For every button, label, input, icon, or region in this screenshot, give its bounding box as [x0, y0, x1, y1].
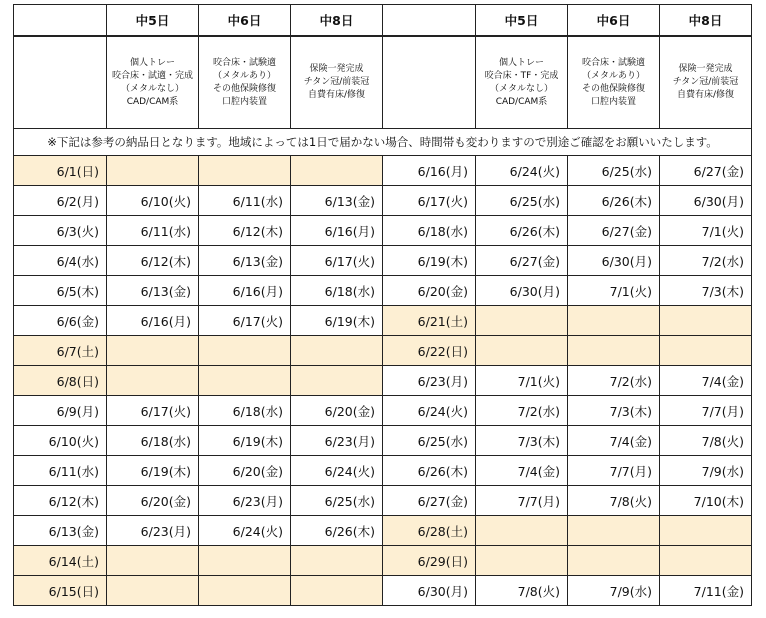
schedule-row — [14, 366, 752, 396]
delivery-date-cell: 7/4(金) — [568, 426, 660, 456]
delivery-date-cell: 7/4(金) — [660, 366, 752, 396]
delivery-date-cell — [107, 336, 199, 366]
delivery-date-cell: 6/25(水) — [476, 186, 568, 216]
delivery-date-cell: 7/3(木) — [660, 276, 752, 306]
delivery-date-cell: 6/17(火) — [107, 396, 199, 426]
description-line: 自費有床/修復 — [307, 90, 366, 100]
delivery-date-cell: 6/24(火) — [199, 516, 291, 546]
delivery-date-cell: 6/23(月) — [291, 426, 383, 456]
delivery-date-cell — [660, 306, 752, 336]
delivery-date-cell: 7/2(水) — [476, 396, 568, 426]
delivery-date-cell: 6/24(火) — [291, 456, 383, 486]
delivery-date-cell: 7/10(木) — [660, 486, 752, 516]
delivery-date-cell: 7/2(水) — [568, 366, 660, 396]
order-date-cell: 6/25(水) — [383, 426, 476, 456]
delivery-date-cell: 7/8(火) — [568, 486, 660, 516]
header-cell: 中5日 — [476, 5, 568, 37]
order-date-cell: 6/28(土) — [383, 516, 476, 546]
delivery-schedule-sheet — [13, 4, 751, 606]
schedule-row — [14, 546, 752, 576]
delivery-date-cell: 6/27(金) — [568, 216, 660, 246]
order-date-cell: 6/14(土) — [14, 546, 107, 576]
delivery-date-cell — [660, 546, 752, 576]
delivery-date-cell — [291, 336, 383, 366]
description-line: CAD/CAM系 — [495, 96, 548, 107]
delivery-date-cell — [476, 516, 568, 546]
header-cell: 中8日 — [660, 5, 752, 37]
description-line: （メタルなし） — [489, 83, 553, 94]
delivery-date-cell: 6/13(金) — [291, 186, 383, 216]
delivery-date-cell: 6/19(木) — [199, 426, 291, 456]
delivery-date-cell — [107, 366, 199, 396]
order-date-cell: 6/27(金) — [383, 486, 476, 516]
schedule-row — [14, 186, 752, 216]
delivery-date-cell: 7/2(水) — [660, 246, 752, 276]
schedule-row — [14, 276, 752, 306]
header-cell: 中8日 — [291, 5, 383, 37]
delivery-date-cell: 6/16(月) — [199, 276, 291, 306]
header-cell: 中6日 — [568, 5, 660, 37]
delivery-date-cell: 6/19(木) — [107, 456, 199, 486]
order-date-cell: 6/1(日) — [14, 156, 107, 186]
order-date-cell: 6/13(金) — [14, 516, 107, 546]
order-date-cell: 6/23(月) — [383, 366, 476, 396]
header-cell — [383, 5, 476, 37]
schedule-row — [14, 336, 752, 366]
header-cell: 中6日 — [199, 5, 291, 37]
delivery-date-cell: 6/11(水) — [107, 216, 199, 246]
schedule-row — [14, 246, 752, 276]
delivery-date-cell — [291, 576, 383, 606]
delivery-date-cell: 6/25(水) — [291, 486, 383, 516]
order-date-cell: 6/9(月) — [14, 396, 107, 426]
delivery-date-cell — [660, 516, 752, 546]
delivery-date-cell: 6/16(月) — [107, 306, 199, 336]
order-date-cell: 6/22(日) — [383, 336, 476, 366]
delivery-date-cell: 6/23(月) — [107, 516, 199, 546]
order-date-cell: 6/29(日) — [383, 546, 476, 576]
delivery-date-cell: 6/20(金) — [291, 396, 383, 426]
delivery-date-cell: 6/19(木) — [291, 306, 383, 336]
order-date-cell: 6/16(月) — [383, 156, 476, 186]
delivery-date-cell — [476, 306, 568, 336]
schedule-row — [14, 426, 752, 456]
delivery-date-cell: 6/26(木) — [476, 216, 568, 246]
delivery-date-cell: 6/20(金) — [107, 486, 199, 516]
schedule-row — [14, 396, 752, 426]
delivery-date-cell: 6/13(金) — [107, 276, 199, 306]
delivery-date-cell: 7/8(火) — [660, 426, 752, 456]
order-date-cell: 6/30(月) — [383, 576, 476, 606]
delivery-date-cell: 7/11(金) — [660, 576, 752, 606]
order-date-cell: 6/3(火) — [14, 216, 107, 246]
delivery-date-cell: 7/7(月) — [660, 396, 752, 426]
order-date-cell: 6/24(火) — [383, 396, 476, 426]
description-cell — [199, 36, 291, 129]
header-row — [14, 5, 752, 37]
delivery-date-cell — [199, 366, 291, 396]
description-line: 自費有床/修復 — [676, 90, 735, 100]
delivery-date-cell — [568, 306, 660, 336]
schedule-row — [14, 306, 752, 336]
delivery-date-cell: 7/8(火) — [476, 576, 568, 606]
description-cell — [568, 36, 660, 129]
delivery-date-cell — [107, 156, 199, 186]
delivery-date-cell — [476, 546, 568, 576]
delivery-note: ※下記は参考の納品日となります。地域によっては1日で届かない場合、時間帯も変わりますので別途ご確認をお願いいたします。 — [14, 129, 752, 156]
schedule-row — [14, 216, 752, 246]
order-date-cell: 6/15(日) — [14, 576, 107, 606]
delivery-date-cell — [660, 336, 752, 366]
delivery-date-cell: 6/18(水) — [107, 426, 199, 456]
delivery-date-cell: 6/16(月) — [291, 216, 383, 246]
schedule-row — [14, 156, 752, 186]
description-line: （メタルあり） — [581, 70, 645, 81]
delivery-date-cell — [107, 576, 199, 606]
delivery-date-cell — [291, 366, 383, 396]
description-cell — [660, 36, 752, 129]
description-row — [14, 36, 752, 129]
description-line: 咬合床・試験適 — [581, 57, 645, 68]
order-date-cell: 6/5(木) — [14, 276, 107, 306]
order-date-cell: 6/26(木) — [383, 456, 476, 486]
description-cell — [476, 36, 568, 129]
description-cell — [14, 36, 107, 129]
delivery-date-cell — [568, 336, 660, 366]
delivery-date-cell: 6/27(金) — [660, 156, 752, 186]
delivery-date-cell: 6/26(木) — [568, 186, 660, 216]
description-line: 口腔内装置 — [590, 96, 636, 107]
delivery-date-cell: 6/11(水) — [199, 186, 291, 216]
description-line: チタン冠/前装冠 — [672, 77, 739, 87]
delivery-date-cell — [291, 546, 383, 576]
order-date-cell: 6/18(水) — [383, 216, 476, 246]
delivery-date-cell: 6/20(金) — [199, 456, 291, 486]
delivery-date-cell: 7/4(金) — [476, 456, 568, 486]
delivery-date-cell: 7/1(火) — [568, 276, 660, 306]
order-date-cell: 6/7(土) — [14, 336, 107, 366]
description-cell — [383, 36, 476, 129]
delivery-date-cell: 6/23(月) — [199, 486, 291, 516]
delivery-date-cell — [199, 576, 291, 606]
schedule-row — [14, 516, 752, 546]
header-cell — [14, 5, 107, 37]
delivery-date-cell — [568, 546, 660, 576]
header-cell: 中5日 — [107, 5, 199, 37]
delivery-date-cell: 6/10(火) — [107, 186, 199, 216]
delivery-date-cell: 7/1(火) — [660, 216, 752, 246]
order-date-cell: 6/17(火) — [383, 186, 476, 216]
order-date-cell: 6/19(木) — [383, 246, 476, 276]
delivery-date-cell: 7/1(火) — [476, 366, 568, 396]
schedule-row — [14, 486, 752, 516]
delivery-date-cell: 6/26(木) — [291, 516, 383, 546]
delivery-date-cell: 6/30(月) — [476, 276, 568, 306]
delivery-date-cell — [199, 336, 291, 366]
delivery-date-cell: 7/7(月) — [568, 456, 660, 486]
order-date-cell: 6/10(火) — [14, 426, 107, 456]
delivery-date-cell: 7/9(水) — [568, 576, 660, 606]
description-line: その他保険修復 — [212, 83, 276, 94]
delivery-date-cell: 7/9(水) — [660, 456, 752, 486]
delivery-date-cell: 6/25(水) — [568, 156, 660, 186]
delivery-date-cell: 7/3(木) — [568, 396, 660, 426]
delivery-date-cell: 6/17(火) — [291, 246, 383, 276]
description-line: その他保険修復 — [581, 83, 645, 94]
description-line: CAD/CAM系 — [126, 96, 179, 107]
order-date-cell: 6/6(金) — [14, 306, 107, 336]
description-line: 口腔内装置 — [221, 96, 267, 107]
delivery-date-cell: 7/7(月) — [476, 486, 568, 516]
order-date-cell: 6/21(土) — [383, 306, 476, 336]
delivery-date-cell — [568, 516, 660, 546]
schedule-row — [14, 456, 752, 486]
delivery-date-cell: 6/12(木) — [107, 246, 199, 276]
description-line: 保険一発完成 — [678, 64, 733, 74]
description-cell — [107, 36, 199, 129]
delivery-date-cell: 6/30(月) — [660, 186, 752, 216]
delivery-date-cell: 6/30(月) — [568, 246, 660, 276]
delivery-date-cell — [199, 156, 291, 186]
description-line: 個人トレー — [129, 57, 175, 68]
delivery-date-cell: 6/12(木) — [199, 216, 291, 246]
delivery-date-cell: 7/3(木) — [476, 426, 568, 456]
order-date-cell: 6/8(日) — [14, 366, 107, 396]
order-date-cell: 6/12(木) — [14, 486, 107, 516]
delivery-date-cell: 6/17(火) — [199, 306, 291, 336]
description-line: （メタルあり） — [212, 70, 276, 81]
delivery-date-cell: 6/27(金) — [476, 246, 568, 276]
description-line: 個人トレー — [498, 57, 544, 68]
schedule-row — [14, 576, 752, 606]
description-line: （メタルなし） — [120, 83, 184, 94]
delivery-date-cell: 6/24(火) — [476, 156, 568, 186]
note-row — [14, 129, 752, 156]
delivery-schedule-table — [13, 4, 752, 606]
delivery-date-cell: 6/18(水) — [291, 276, 383, 306]
delivery-date-cell — [107, 546, 199, 576]
order-date-cell: 6/11(水) — [14, 456, 107, 486]
description-line: 咬合床・試適・完成 — [111, 70, 193, 81]
order-date-cell: 6/4(水) — [14, 246, 107, 276]
delivery-date-cell — [476, 336, 568, 366]
description-line: チタン冠/前装冠 — [303, 77, 370, 87]
delivery-date-cell — [291, 156, 383, 186]
order-date-cell: 6/20(金) — [383, 276, 476, 306]
delivery-date-cell: 6/18(水) — [199, 396, 291, 426]
description-line: 咬合床・試験適 — [212, 57, 276, 68]
description-line: 咬合床・TF・完成 — [484, 70, 559, 81]
order-date-cell: 6/2(月) — [14, 186, 107, 216]
description-line: 保険一発完成 — [309, 64, 364, 74]
description-cell — [291, 36, 383, 129]
delivery-date-cell: 6/13(金) — [199, 246, 291, 276]
delivery-date-cell — [199, 546, 291, 576]
